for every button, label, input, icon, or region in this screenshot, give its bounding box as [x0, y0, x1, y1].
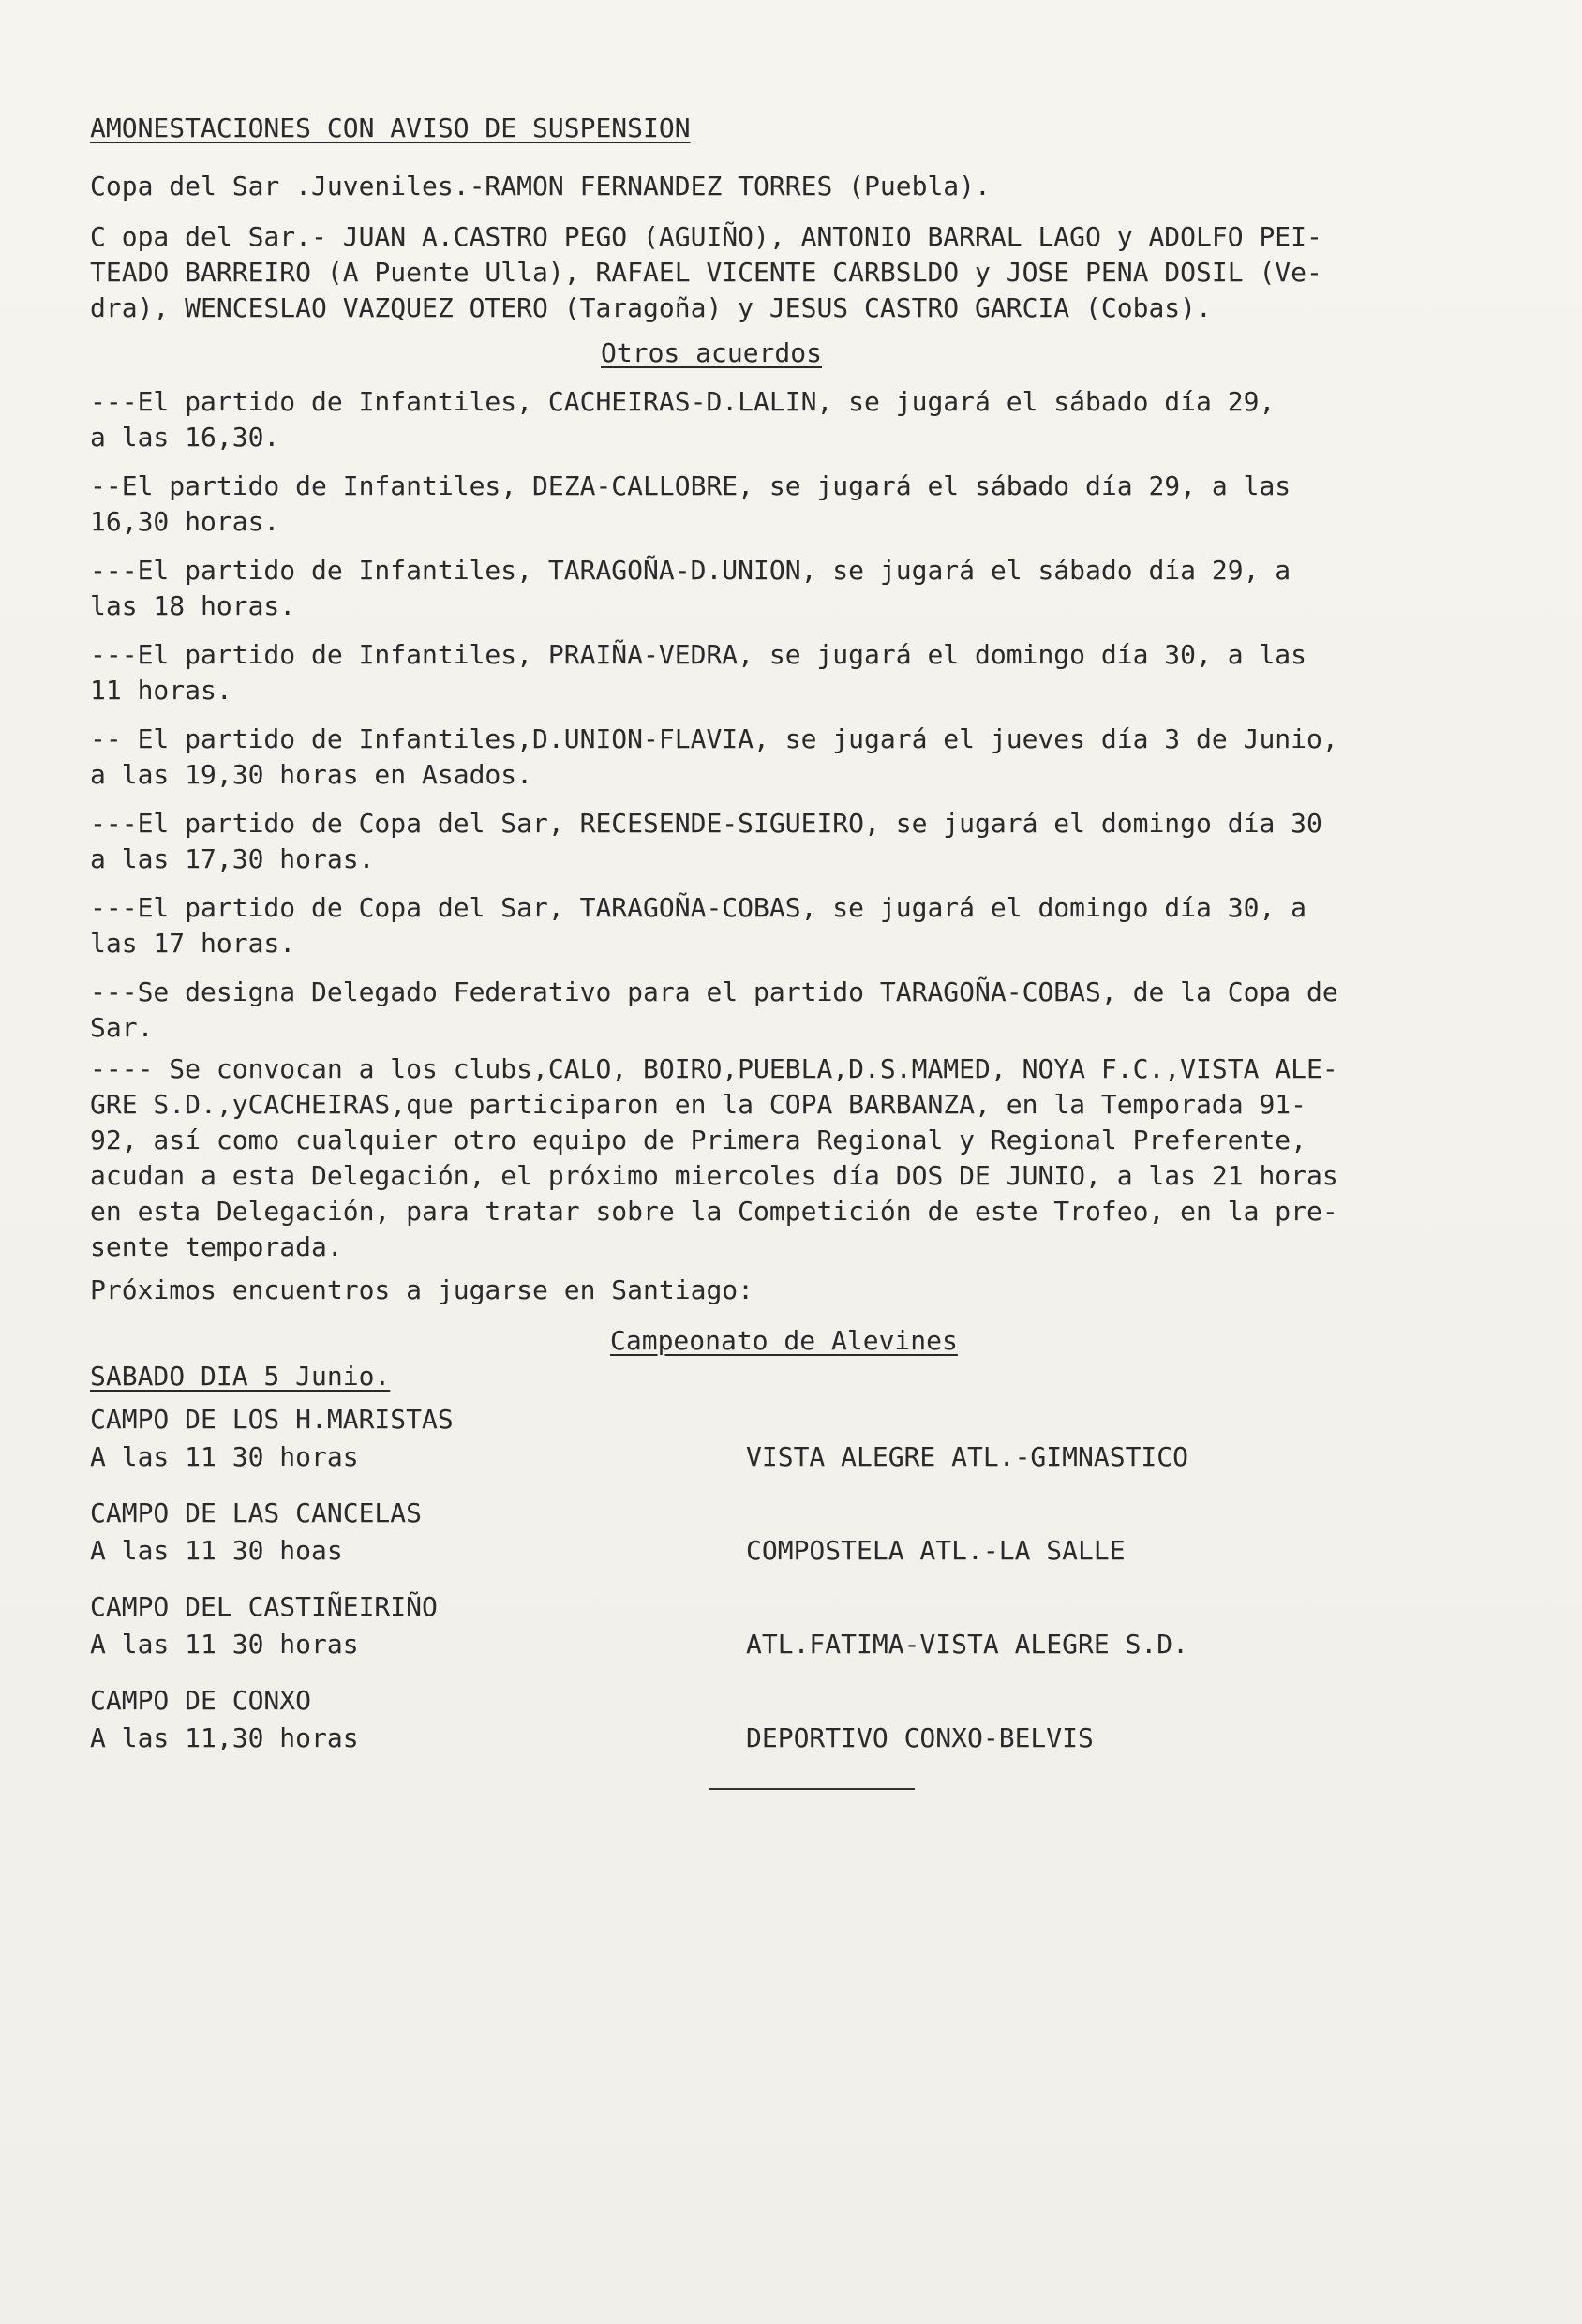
acuerdo-item [90, 890, 1552, 961]
document-body [90, 111, 1552, 1805]
acuerdos-list [90, 384, 1552, 1265]
campo-name: CAMPO DEL CASTIÑEIRIÑO [90, 1591, 438, 1622]
acuerdo-item [90, 1051, 1552, 1265]
acuerdo-line: ---El partido de Copa del Sar, TARAGOÑA-COBAS, se jugará el domingo día 30, a [90, 892, 1307, 923]
campeonato-heading: Campeonato de Alevines [610, 1325, 958, 1356]
heading-amonestaciones: AMONESTACIONES CON AVISO DE SUSPENSION [90, 112, 691, 143]
warning-line: TEADO BARREIRO (A Puente Ulla), RAFAEL VICENTE CARBSLDO y JOSE PENA DOSIL (Ve- [90, 257, 1322, 288]
acuerdo-line: ---El partido de Infantiles, CACHEIRAS-D.LALIN, se jugará el sábado día 29, [90, 386, 1276, 417]
acuerdo-line: GRE S.D.,yCACHEIRAS,que participaron en la COPA BARBANZA, en la Temporada 91- [90, 1089, 1307, 1120]
acuerdo-line: -- El partido de Infantiles,D.UNION-FLAVIA, se jugará el jueves día 3 de Junio, [90, 723, 1338, 754]
encuentro-row [90, 1683, 1552, 1777]
partido: ATL.FATIMA-VISTA ALEGRE S.D. [746, 1629, 1189, 1660]
acuerdo-line: ---- Se convocan a los clubs,CALO, BOIRO,PUEBLA,D.S.MAMED, NOYA F.C.,VISTA ALE- [90, 1053, 1338, 1084]
warning-line: C opa del Sar.- JUAN A.CASTRO PEGO (AGUIÑO), ANTONIO BARRAL LAGO y ADOLFO PEI- [90, 221, 1322, 252]
acuerdo-item [90, 975, 1552, 1046]
acuerdo-line: en esta Delegación, para tratar sobre la Competición de este Trofeo, en la pre- [90, 1196, 1338, 1227]
campo-name: CAMPO DE LOS H.MARISTAS [90, 1404, 454, 1435]
hora: A las 11,30 horas [90, 1722, 359, 1753]
acuerdo-line: 16,30 horas. [90, 506, 280, 537]
acuerdo-line: sente temporada. [90, 1231, 343, 1262]
acuerdo-line: a las 19,30 horas en Asados. [90, 759, 533, 790]
acuerdo-line: a las 16,30. [90, 422, 280, 453]
partido: DEPORTIVO CONXO-BELVIS [746, 1722, 1094, 1753]
hora: A las 11 30 hoas [90, 1535, 343, 1566]
acuerdo-line: a las 17,30 horas. [90, 843, 375, 874]
partido: VISTA ALEGRE ATL.-GIMNASTICO [746, 1441, 1189, 1472]
acuerdo-item [90, 384, 1552, 455]
acuerdo-line: acudan a esta Delegación, el próximo miercoles día DOS DE JUNIO, a las 21 horas [90, 1160, 1338, 1191]
encuentro-row [90, 1402, 1552, 1496]
encuentros-list [90, 1402, 1552, 1805]
acuerdo-line: las 18 horas. [90, 590, 296, 621]
acuerdo-line: las 17 horas. [90, 928, 296, 959]
hora: A las 11 30 horas [90, 1441, 359, 1472]
proximos-encuentros-label: Próximos encuentros a jugarse en Santiago: [90, 1274, 754, 1305]
acuerdo-line: ---El partido de Infantiles, PRAIÑA-VEDRA, se jugará el domingo día 30, a las [90, 639, 1307, 670]
acuerdo-line: --El partido de Infantiles, DEZA-CALLOBRE, se jugará el sábado día 29, a las [90, 470, 1291, 501]
acuerdo-line: 11 horas. [90, 675, 232, 706]
acuerdo-line: Sar. [90, 1012, 154, 1043]
warning-line: dra), WENCESLAO VAZQUEZ OTERO (Taragoña) y JESUS CASTRO GARCIA (Cobas). [90, 292, 1212, 323]
fecha-heading: SABADO DIA 5 Junio. [90, 1361, 391, 1392]
partido: COMPOSTELA ATL.-LA SALLE [746, 1535, 1126, 1566]
acuerdo-line: ---El partido de Copa del Sar, RECESENDE-SIGUEIRO, se jugará el domingo día 30 [90, 808, 1322, 839]
acuerdo-item [90, 469, 1552, 540]
acuerdo-item [90, 553, 1552, 624]
closing-rule [709, 1788, 915, 1790]
acuerdo-item [90, 806, 1552, 877]
warnings-block [90, 169, 1552, 326]
campo-name: CAMPO DE LAS CANCELAS [90, 1497, 423, 1528]
acuerdo-line: 92, así como cualquier otro equipo de Primera Regional y Regional Preferente, [90, 1125, 1307, 1155]
campo-name: CAMPO DE CONXO [90, 1685, 312, 1716]
acuerdo-item [90, 722, 1552, 793]
acuerdo-item [90, 637, 1552, 708]
acuerdo-line: ---Se designa Delegado Federativo para el partido TARAGOÑA-COBAS, de la Copa de [90, 976, 1338, 1007]
encuentro-row [90, 1589, 1552, 1683]
hora: A las 11 30 horas [90, 1629, 359, 1660]
acuerdo-line: ---El partido de Infantiles, TARAGOÑA-D.UNION, se jugará el sábado día 29, a [90, 555, 1291, 586]
otros-acuerdos-heading: Otros acuerdos [601, 337, 823, 368]
encuentro-row [90, 1496, 1552, 1589]
warning-line: Copa del Sar .Juveniles.-RAMON FERNANDEZ TORRES (Puebla). [90, 171, 991, 201]
